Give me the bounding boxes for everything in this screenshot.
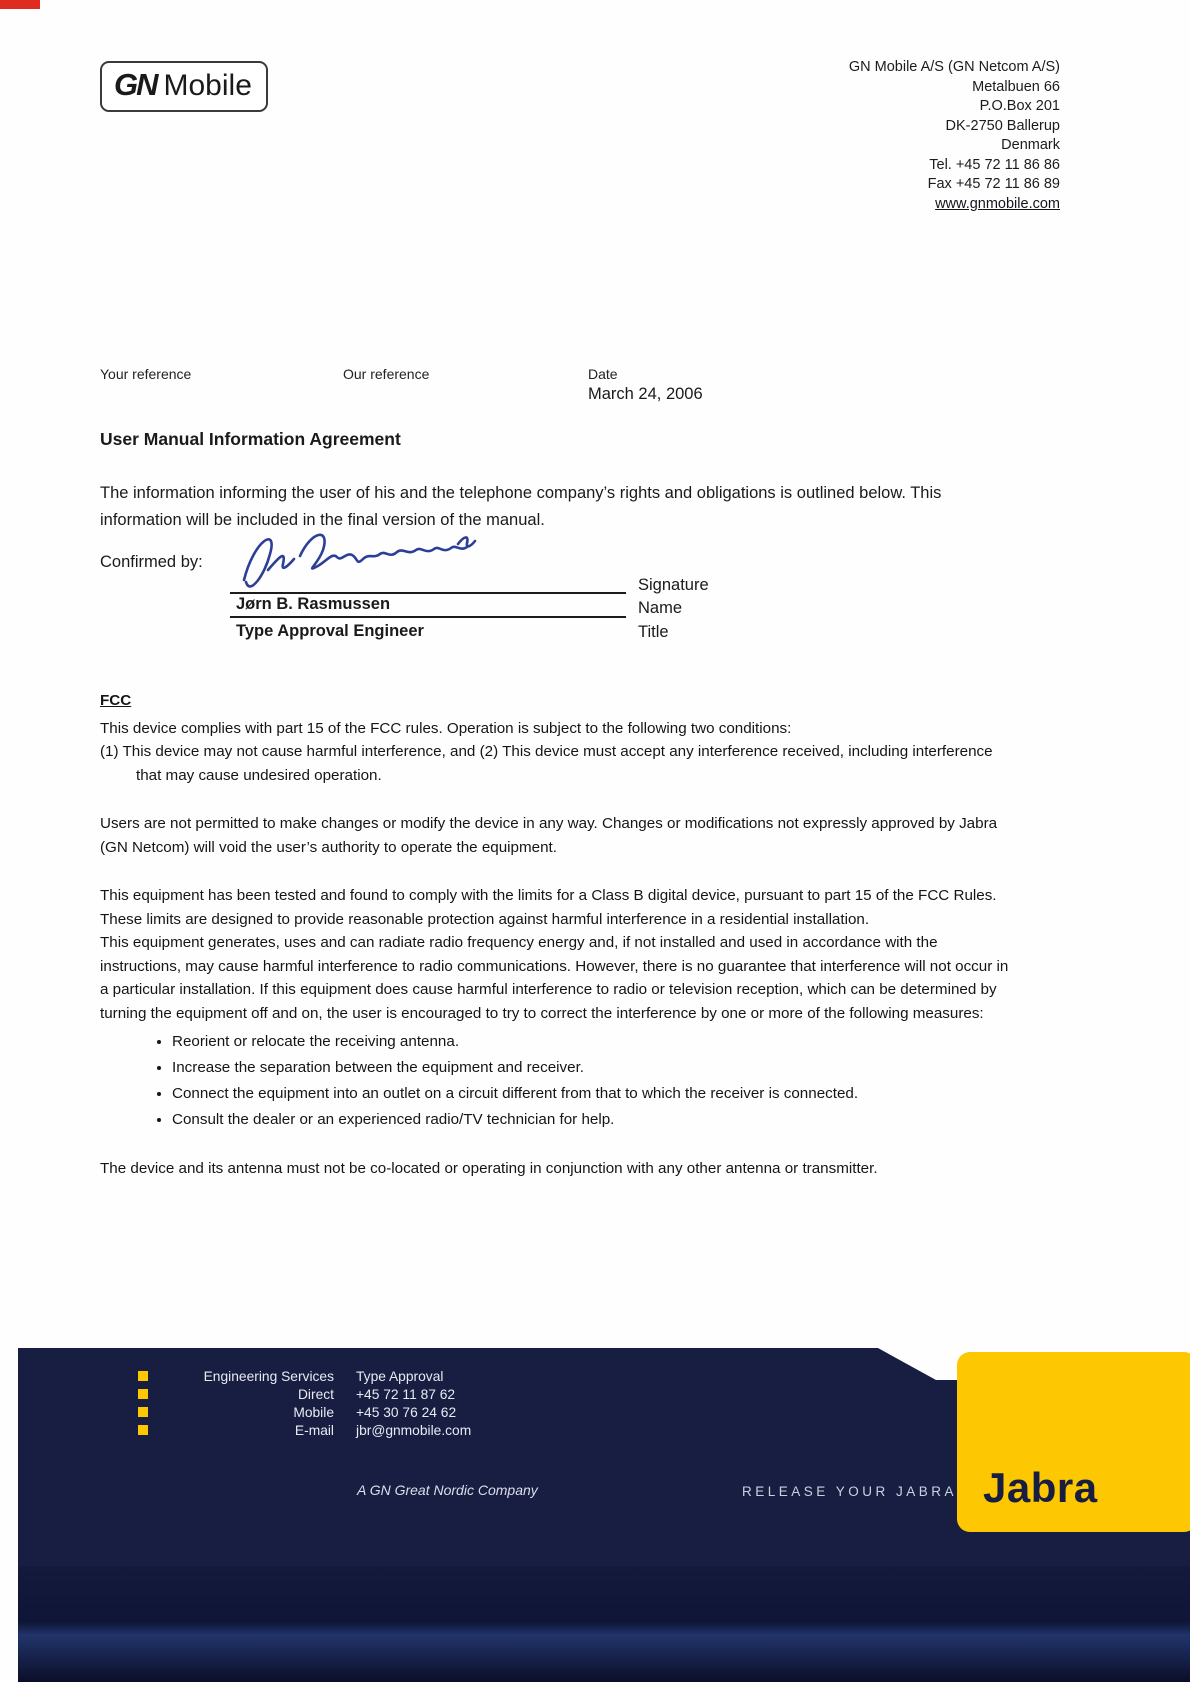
gn-mobile-logo (100, 61, 268, 112)
gn-logo-mark: GN (114, 67, 157, 102)
footer-bottom-strip (18, 1566, 1190, 1682)
bullet-square-icon (138, 1371, 148, 1381)
footer-row-value: Type Approval (356, 1368, 444, 1384)
scan-artifact (0, 0, 40, 9)
footer-contact-row (138, 1385, 455, 1403)
address-street: Metalbuen 66 (972, 78, 1060, 95)
jabra-logo-text: Jabra (983, 1464, 1098, 1511)
footer-row-value: +45 72 11 87 62 (356, 1386, 456, 1402)
fcc-paragraph-1: This device complies with part 15 of the FCC rules. Operation is subject to the following two conditions: (100, 719, 792, 737)
confirmed-by-label: Confirmed by: (100, 553, 203, 571)
date-value: March 24, 2006 (588, 385, 703, 403)
fcc-measure-item: • Connect the equipment into an outlet on a circuit different from that to which the receiver is connected. (172, 1082, 1020, 1106)
footer-contact-row (138, 1421, 471, 1439)
bullet-square-icon (138, 1425, 148, 1435)
fcc-section (100, 689, 1020, 1180)
jabra-slogan: RELEASE YOUR JABRA (742, 1484, 958, 1499)
fax-line: Fax +45 72 11 86 89 (927, 176, 1060, 192)
fcc-heading: FCC (100, 692, 132, 709)
fcc-paragraph-4: This equipment has been tested and found to comply with the limits for a Class B digital device, pursuant to part 15 of the FCC Rules. These limits are designed to provide reasonable protection against harmful interference in a residential installation. (100, 887, 997, 928)
signature-label: Signature (638, 576, 709, 594)
website-link[interactable]: www.gnmobile.com (935, 195, 1060, 212)
date-label: Date (588, 366, 618, 382)
signer-name: Jørn B. Rasmussen (230, 595, 626, 618)
your-reference-label: Your reference (100, 366, 192, 382)
fcc-measure-item: • Consult the dealer or an experienced radio/TV technician for help. (172, 1108, 1020, 1132)
page-title: User Manual Information Agreement (100, 429, 401, 449)
intro-paragraph: The information informing the user of his and the telephone company’s rights and obligations is outlined below. This information will be included in the final version of the manual. (100, 484, 942, 529)
address-pobox: P.O.Box 201 (979, 98, 1060, 114)
gn-logo-mobile-text: Mobile (163, 69, 252, 102)
fcc-measure-item: • Increase the separation between the equipment and receiver. (172, 1056, 1020, 1080)
footer-contact-row (138, 1403, 456, 1421)
signature-line (230, 560, 626, 594)
address-country: Denmark (1001, 137, 1060, 153)
footer-row-label: Direct (297, 1386, 334, 1402)
fcc-measures-list (100, 1030, 1020, 1132)
fcc-measure-item: • Reorient or relocate the receiving antenna. (172, 1030, 1020, 1054)
bullet-square-icon (138, 1389, 148, 1399)
our-reference-label: Our reference (343, 366, 430, 382)
footer-row-label: Engineering Services (203, 1368, 334, 1384)
footer-contact-row (138, 1367, 443, 1385)
phone-line: Tel. +45 72 11 86 86 (929, 156, 1060, 173)
fcc-paragraph-6: The device and its antenna must not be co-located or operating in conjunction with any other antenna or transmitter. (100, 1159, 878, 1177)
letterhead-address-block (640, 58, 1060, 214)
company-name: GN Mobile A/S (GN Netcom A/S) (848, 59, 1060, 75)
signer-title: Type Approval Engineer (236, 622, 424, 640)
fcc-paragraph-2: (1) This device may not cause harmful interference, and (2) This device must accept any interference received, including interference that may cause undesired operation. (100, 743, 993, 784)
title-label: Title (638, 623, 669, 641)
footer-email-value: jbr@gnmobile.com (356, 1422, 472, 1438)
bullet-square-icon (138, 1407, 148, 1417)
footer-row-label: E-mail (294, 1422, 334, 1438)
footer-row-value: +45 30 76 24 62 (356, 1404, 457, 1420)
footer-row-label: Mobile (293, 1404, 334, 1420)
gn-tagline: A GN Great Nordic Company (357, 1482, 538, 1498)
fcc-paragraph-5: This equipment generates, uses and can radiate radio frequency energy and, if not installed and used in accordance with the instructions, may cause harmful interference to radio communications. However, there is no guarantee that interference will not occur in a particular installation. If this equipment does cause harmful interference to radio or television reception, which can be determined by turning the equipment off and on, the user is encouraged to try to correct the interference by one or more of the following measures: (100, 934, 1009, 1022)
address-city: DK-2750 Ballerup (945, 117, 1060, 134)
name-label: Name (638, 599, 683, 617)
jabra-logo-box (957, 1352, 1190, 1532)
fcc-paragraph-3: Users are not permitted to make changes or modify the device in any way. Changes or modifications not expressly approved by Jabra (GN Netcom) will void the user’s authority to operate the equipment. (100, 815, 998, 856)
